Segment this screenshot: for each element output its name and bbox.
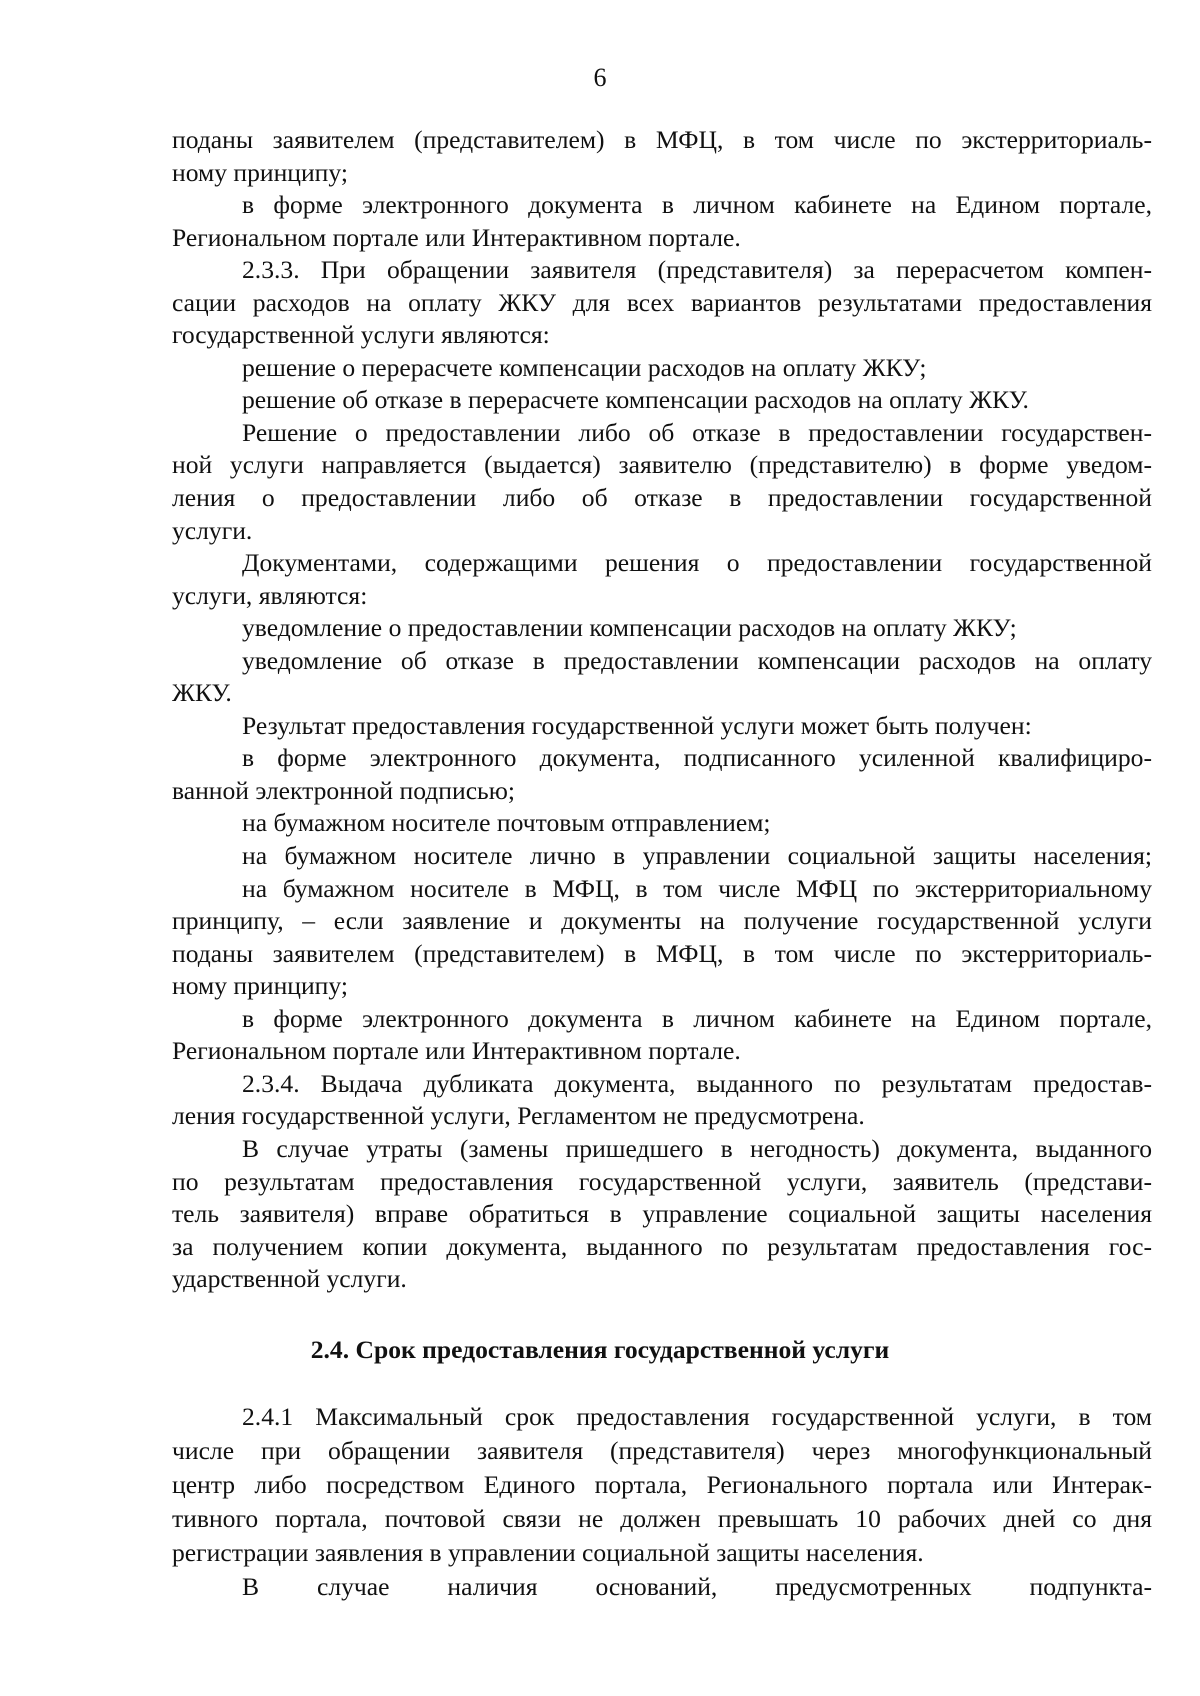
text-line: решение об отказе в перерасчете компенсации расходов на оплату ЖКУ. [242,385,1029,415]
text-line: ударственной услуги. [172,1264,407,1294]
text-line: тель заявителя) вправе обратиться в управление социальной защиты населения [172,1199,1152,1229]
text-line: В случае утраты (замены пришедшего в негодность) документа, выданного [242,1133,1152,1163]
text-line: принципу, – если заявление и документы на получение государственной услуги [172,906,1152,936]
text-line: государственной услуги являются: [172,320,550,350]
text-line: Решение о предоставлении либо об отказе в предоставлении государствен- [242,417,1152,447]
text-line: в форме электронного документа в личном кабинете на Едином портале, [242,190,1152,220]
text-line: сации расходов на оплату ЖКУ для всех вариантов результатами предоставления [172,287,1152,317]
section-body [172,1400,1152,1604]
text-line: ному принципу; [172,157,348,187]
text-line: услуги. [172,515,253,545]
text-line: решение о перерасчете компенсации расходов на оплату ЖКУ; [242,352,927,382]
text-line: уведомление о предоставлении компенсации расходов на оплату ЖКУ; [242,613,1017,643]
text-line: на бумажном носителе почтовым отправлением; [242,808,771,838]
text-line: 2.4.1 Максимальный срок предоставления государственной услуги, в том [242,1402,1152,1431]
text-line: поданы заявителем (представителем) в МФЦ, в том числе по экстерриториаль- [172,125,1152,154]
page-number: 6 [593,63,607,92]
text-line: ления о предоставлении либо об отказе в предоставлении государственной [172,483,1152,513]
text-line: 2.3.3. При обращении заявителя (представителя) за перерасчетом компен- [242,255,1152,285]
text-line: за получением копии документа, выданного по результатам предоставления гос- [172,1231,1152,1261]
text-line: по результатам предоставления государственной услуги, заявитель (представи- [172,1166,1152,1196]
text-line: В случае наличия оснований, предусмотренных подпункта- [242,1572,1152,1601]
text-line: тивного портала, почтовой связи не должен превышать 10 рабочих дней со дня [172,1504,1152,1533]
text-line: центр либо посредством Единого портала, Регионального портала или Интерак- [172,1470,1152,1499]
text-line: Региональном портале или Интерактивном портале. [172,222,741,252]
text-line: услуги, являются: [172,580,368,610]
text-line: на бумажном носителе лично в управлении социальной защиты населения; [242,841,1152,871]
text-line: поданы заявителем (представителем) в МФЦ, в том числе по экстерриториаль- [172,938,1152,968]
text-line: в форме электронного документа в личном кабинете на Едином портале, [242,1003,1152,1033]
text-line: Региональном портале или Интерактивном портале. [172,1036,741,1066]
text-line: на бумажном носителе в МФЦ, в том числе МФЦ по экстерриториальному [242,873,1152,903]
text-line: ной услуги направляется (выдается) заявителю (представителю) в форме уведом- [172,450,1152,480]
section-heading: 2.4. Срок предоставления государственной услуги [310,1335,890,1364]
text-line: 2.3.4. Выдача дубликата документа, выданного по результатам предостав- [242,1068,1152,1098]
text-line: уведомление об отказе в предоставлении компенсации расходов на оплату [242,645,1152,675]
text-line: ления государственной услуги, Регламентом не предусмотрена. [172,1101,865,1131]
text-line: в форме электронного документа, подписанного усиленной квалифициро- [242,743,1152,773]
text-line: ному принципу; [172,971,348,1001]
text-line: регистрации заявления в управлении социальной защиты населения. [172,1538,924,1567]
text-line: ванной электронной подписью; [172,775,515,805]
text-line: Документами, содержащими решения о предоставлении государственной [242,548,1152,578]
document-body [172,124,1152,1296]
text-line: числе при обращении заявителя (представителя) через многофункциональный [172,1436,1152,1465]
text-line: Результат предоставления государственной услуги может быть получен: [242,710,1032,740]
text-line: ЖКУ. [172,678,232,708]
